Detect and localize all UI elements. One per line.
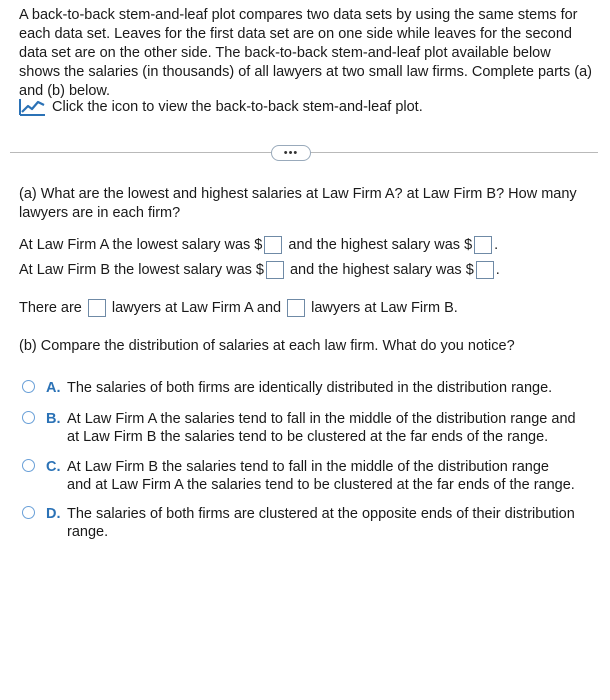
- firm-b-lowest-input[interactable]: [266, 261, 284, 279]
- firm-b-lowest-label: At Law Firm B the lowest salary was $: [19, 262, 264, 278]
- view-plot-link[interactable]: [19, 97, 423, 117]
- option-a-letter: A.: [46, 380, 61, 396]
- part-a-question: (a) What are the lowest and highest salaries at Law Firm A? at Law Firm B? How many lawyers are in each firm?: [19, 186, 577, 221]
- option-b-radio[interactable]: [22, 411, 35, 424]
- firm-a-lowest-input[interactable]: [264, 236, 282, 254]
- period: .: [495, 262, 500, 278]
- count-prefix: There are: [19, 300, 82, 316]
- firm-a-lowest-label: At Law Firm A the lowest salary was $: [19, 237, 263, 253]
- count-row: [19, 299, 458, 317]
- firm-b-row: [19, 261, 500, 279]
- firm-b-count-input[interactable]: [287, 299, 305, 317]
- count-mid: lawyers at Law Firm A and: [111, 300, 282, 316]
- instructions-text: A back-to-back stem-and-leaf plot compares two data sets by using the same stems for each data set. Leaves for the first data set are on one side while leaves for the second data set are on the other side. The back-to-back stem-and-leaf plot available below shows the salaries (in thousands) of all lawyers at two small law firms. Complete parts (a) and (b) below.: [19, 7, 592, 99]
- option-d-text: The salaries of both firms are clustered at the opposite ends of their distribution range.: [67, 506, 575, 540]
- option-d-radio[interactable]: [22, 506, 35, 519]
- period: .: [494, 237, 499, 253]
- view-plot-text[interactable]: Click the icon to view the back-to-back stem-and-leaf plot.: [52, 99, 423, 115]
- option-d-letter: D.: [46, 506, 61, 522]
- count-suffix: lawyers at Law Firm B.: [311, 300, 458, 316]
- option-b-text: At Law Firm A the salaries tend to fall in the middle of the distribution range and at Law Firm B the salaries tend to be clustered at the far ends of the range.: [67, 411, 576, 445]
- option-c-text: At Law Firm B the salaries tend to fall in the middle of the distribution range and at Law Firm A the salaries tend to be clustered at the far ends of the range.: [67, 459, 575, 493]
- option-c-letter: C.: [46, 459, 61, 475]
- chart-icon[interactable]: [19, 98, 46, 116]
- option-a-text: The salaries of both firms are identically distributed in the distribution range.: [67, 380, 553, 396]
- expand-more-button[interactable]: •••: [271, 145, 311, 161]
- firm-a-highest-input[interactable]: [474, 236, 492, 254]
- option-c-radio[interactable]: [22, 459, 35, 472]
- part-b-question: (b) Compare the distribution of salaries at each law firm. What do you notice?: [19, 338, 515, 354]
- firm-b-highest-input[interactable]: [476, 261, 494, 279]
- firm-a-count-input[interactable]: [88, 299, 106, 317]
- option-a-radio[interactable]: [22, 380, 35, 393]
- firm-a-highest-label: and the highest salary was $: [288, 237, 473, 253]
- firm-b-highest-label: and the highest salary was $: [289, 262, 474, 278]
- firm-a-row: [19, 236, 498, 254]
- option-b-letter: B.: [46, 411, 61, 427]
